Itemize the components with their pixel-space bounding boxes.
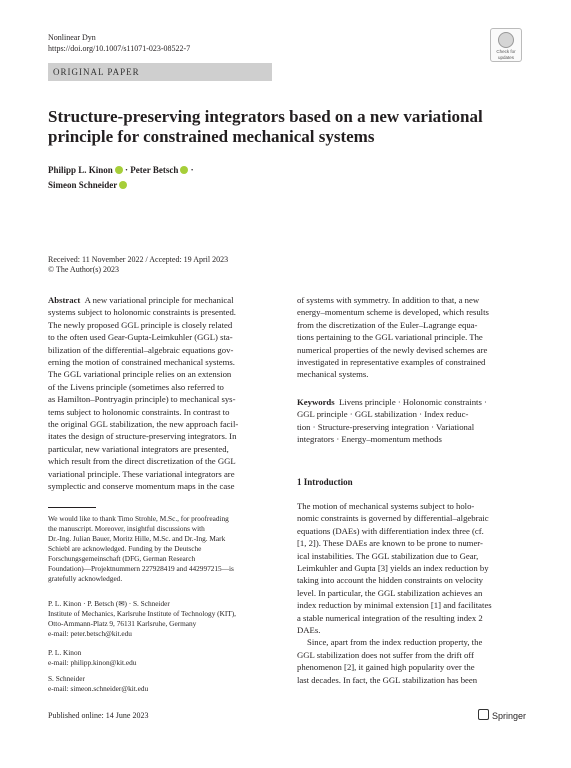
orcid-icon[interactable] — [180, 166, 188, 174]
abstract-line: tems subject to holonomic constraints. In contrast to — [48, 406, 230, 417]
paper-title — [48, 107, 508, 147]
journal-name: Nonlinear Dyn — [48, 33, 96, 42]
acknowledgement-footnote — [48, 514, 273, 584]
author-name[interactable]: Philipp L. Kinon — [48, 165, 113, 175]
abstract-line: mechanical systems. — [297, 369, 369, 380]
intro-line: last decades. In fact, the GGL stabilization has been — [297, 674, 478, 685]
affiliation-line: P. L. Kinon — [48, 648, 82, 657]
abstract-line: itates the design of structure-preserving integrators. In — [48, 431, 237, 442]
email-link[interactable]: e-mail: simeon.schneider@kit.edu — [48, 684, 149, 693]
keywords — [297, 396, 522, 446]
keywords-line: integrators · Energy–momentum methods — [297, 434, 442, 445]
check-updates-line2: updates — [497, 55, 514, 60]
abstract-line: energy–momentum scheme is developed, which results — [297, 307, 489, 318]
abstract-line: from the discretization of the Euler–Lagrange equa- — [297, 319, 478, 330]
affiliation-block — [48, 599, 273, 639]
footnote-line: Forschungsgemeinschaft (DFG, German Research — [48, 554, 196, 563]
intro-line: DAEs. — [297, 625, 321, 636]
footnote-line: the manuscript. Moreover, insightful discussions with — [48, 524, 205, 533]
affiliation-block — [48, 674, 273, 694]
check-updates-line1: Check for — [496, 49, 516, 54]
section-heading: 1 Introduction — [297, 477, 353, 487]
intro-line: taking into account the hidden constraints on velocity — [297, 575, 484, 586]
article-dates — [48, 255, 228, 275]
abstract-line: systems subject to holonomic constraints is presented. — [48, 307, 236, 318]
author-name[interactable]: Simeon Schneider — [48, 180, 118, 190]
intro-line: Since, apart from the index reduction property, the — [307, 637, 483, 648]
keywords-line: tion · Structure-preserving integration · Variational — [297, 421, 475, 432]
abstract-continued — [297, 294, 522, 381]
affiliation-line: Institute of Mechanics, Karlsruhe Institute of Technology (KIT), — [48, 609, 237, 618]
doi-link[interactable]: https://doi.org/10.1007/s11071-023-08522-7 — [48, 44, 191, 53]
abstract-line: of the Livens principle (sometimes also referred to — [48, 381, 224, 392]
footnote-line: We would like to thank Timo Strohle, M.Sc., for proofreading — [48, 514, 229, 523]
abstract-line: which result from the direct discretization of the GGL — [48, 456, 236, 467]
author-separator: · — [125, 165, 129, 175]
copyright: © The Author(s) 2023 — [48, 265, 120, 274]
abstract-line: variational principle. These variational integrators are — [48, 468, 235, 479]
intro-line: nomic constraints is governed by differential–algebraic — [297, 513, 489, 524]
abstract-line: of systems with symmetry. In addition to that, a new — [297, 295, 480, 305]
abstract-line: Abstract A new variational principle for mechanical — [48, 295, 234, 305]
keywords-label: Keywords — [297, 397, 335, 407]
abstract-line: numerical properties of the newly devised schemes are — [297, 344, 488, 355]
keywords-line: GGL principle · GGL stabilization · Index reduc- — [297, 409, 469, 420]
abstract-label: Abstract — [48, 295, 81, 305]
intro-line: index reduction by minimal extension [1] and facilitates — [297, 600, 492, 611]
orcid-icon[interactable] — [115, 166, 123, 174]
intro-line: The motion of mechanical systems subject to holo- — [297, 501, 475, 511]
intro-line: a stable numerical integration of the resulting index 2 — [297, 612, 483, 623]
abstract-line: particular, new variational integrators are presented, — [48, 443, 229, 454]
check-for-updates-button[interactable] — [490, 28, 522, 62]
affiliation-line: Otto-Ammann-Platz 9, 76131 Karlsruhe, Germany — [48, 619, 197, 628]
abstract-line: tions pertaining to the GGL variational principle. The — [297, 332, 483, 343]
bookmark-icon — [498, 32, 514, 48]
published-date: Published online: 14 June 2023 — [48, 711, 149, 720]
title-line: Structure-preserving integrators based on a new variational — [48, 107, 483, 126]
abstract-line: bilization of the differential–algebraic equations gov- — [48, 344, 234, 355]
abstract-line: The GGL variational principle relies on an extension — [48, 369, 232, 380]
springer-horse-icon — [478, 709, 489, 720]
abstract-line: erning the motion of constrained mechanical systems. — [48, 357, 235, 368]
footnote-line: Foundation)—Projektnummern 227928419 and 442997215—is — [48, 564, 234, 573]
article-type-banner — [48, 63, 272, 81]
abstract-line: investigated in representative examples of constrained — [297, 357, 486, 368]
intro-line: level. In particular, the GGL stabilization achieves an — [297, 587, 483, 598]
keywords-line: Keywords Livens principle · Holonomic constraints · — [297, 397, 487, 407]
author-name[interactable]: Peter Betsch — [130, 165, 179, 175]
intro-line: [1, 2]). These DAEs are known to be prone to numer- — [297, 538, 483, 549]
footnote-line: Schiebl are acknowledged. Funding by the Deutsche — [48, 544, 202, 553]
footnote-line: Dr.-Ing. Julian Bauer, Moritz Hille, M.Sc. and Dr.-Ing. Mark — [48, 534, 226, 543]
abstract-line: the original GGL stabilization, the new approach facil- — [48, 419, 239, 430]
publisher-logo — [478, 709, 526, 721]
article-type-label: ORIGINAL PAPER — [53, 67, 140, 77]
title-line: principle for constrained mechanical systems — [48, 127, 375, 146]
affiliation-line: S. Schneider — [48, 674, 85, 683]
affiliation-block — [48, 648, 273, 668]
footnote-divider — [48, 507, 96, 508]
orcid-icon[interactable] — [119, 181, 127, 189]
abstract — [48, 294, 273, 493]
intro-line: phenomenon [2], it gained high popularity over the — [297, 662, 475, 673]
abstract-line: symplectic and conserve momentum maps in the case — [48, 481, 235, 492]
author-separator: · — [190, 165, 194, 175]
footnote-line: gratefully acknowledged. — [48, 574, 123, 583]
email-link[interactable]: e-mail: peter.betsch@kit.edu — [48, 629, 132, 638]
email-link[interactable]: e-mail: philipp.kinon@kit.edu — [48, 658, 137, 667]
affiliation-line: P. L. Kinon · P. Betsch (✉) · S. Schneider — [48, 599, 170, 608]
received-accepted: Received: 11 November 2022 / Accepted: 19 April 2023 — [48, 255, 229, 264]
intro-line: equations (DAEs) with differentiation index three (cf. — [297, 525, 484, 536]
abstract-line: as Hamilton–Pontryagin principle) to mechanical sys- — [48, 394, 236, 405]
intro-line: ical instabilities. The GGL stabilization due to Gear, — [297, 550, 479, 561]
intro-line: Leimkuhler and Gupta [3] yields an index reduction by — [297, 563, 489, 574]
introduction-paragraph — [297, 500, 522, 686]
abstract-line: The newly proposed GGL principle is closely related — [48, 319, 233, 330]
abstract-line: to the often used Gear-Gupta-Leimkuhler (GGL) sta- — [48, 332, 233, 343]
author-list — [48, 163, 348, 193]
publisher-name: Springer — [492, 711, 527, 721]
intro-line: GGL stabilization does not suffer from the drift off — [297, 649, 474, 660]
